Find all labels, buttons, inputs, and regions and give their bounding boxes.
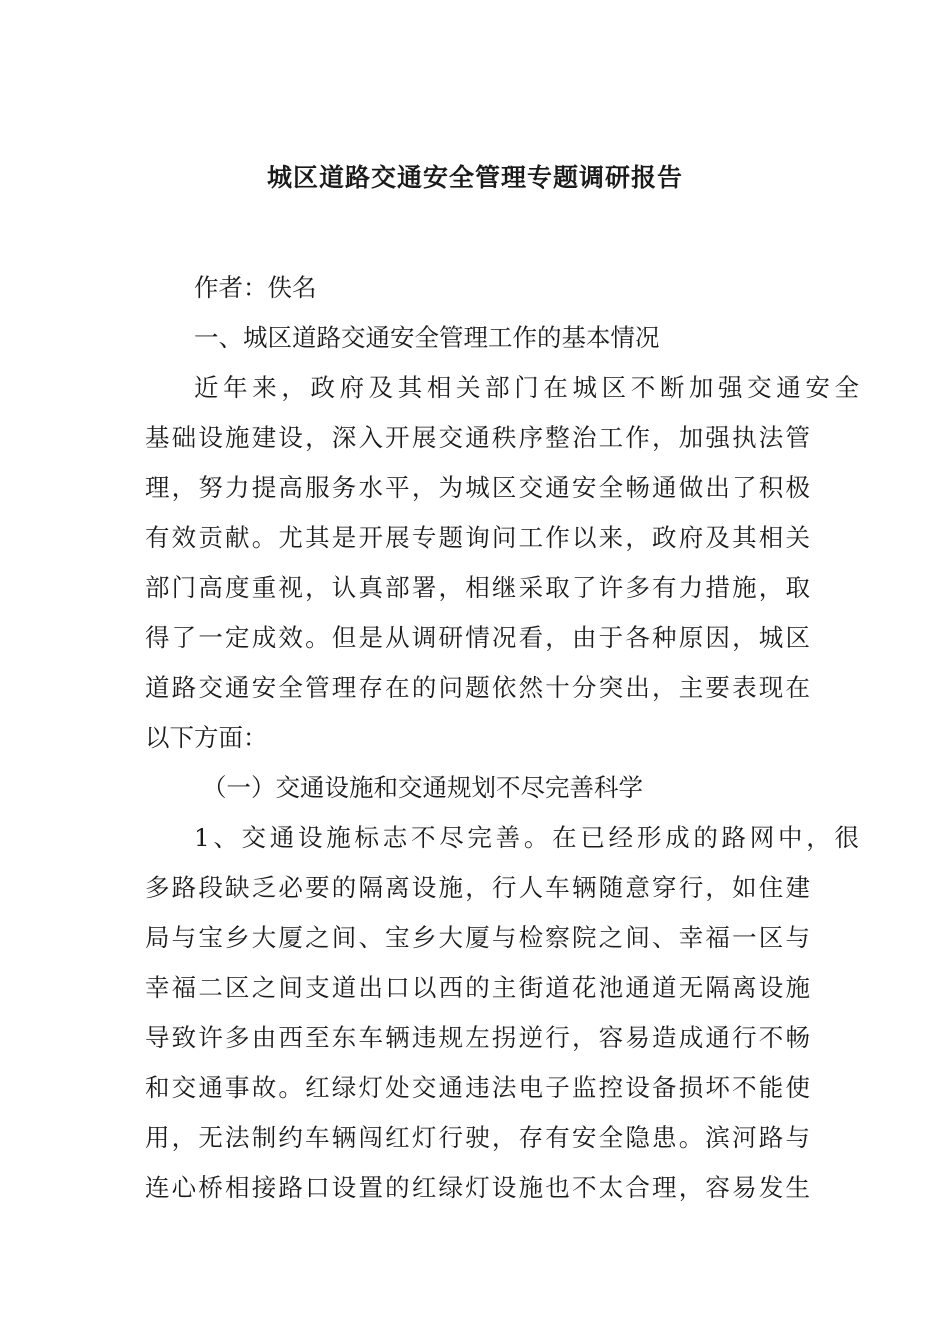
paragraph-line: 得了一定成效。但是从调研情况看，由于各种原因，城区 (145, 623, 810, 652)
paragraph-line: 近年来，政府及其相关部门在城区不断加强交通安全 (194, 373, 859, 402)
paragraph-line: 导致许多由西至东车辆违规左拐逆行，容易造成通行不畅 (145, 1023, 810, 1052)
author-line: 作者：佚名 (194, 273, 317, 302)
paragraph-line: 道路交通安全管理存在的问题依然十分突出，主要表现在 (145, 673, 810, 702)
paragraph-line: 和交通事故。红绿灯处交通违法电子监控设备损坏不能使 (145, 1073, 810, 1102)
paragraph-line: 1、交通设施标志不尽完善。在已经形成的路网中，很 (194, 823, 859, 852)
paragraph-line: 幸福二区之间支道出口以西的主街道花池通道无隔离设施 (145, 973, 810, 1002)
paragraph-line: 连心桥相接路口设置的红绿灯设施也不太合理，容易发生 (145, 1173, 810, 1202)
paragraph-line: 部门高度重视，认真部署，相继采取了许多有力措施，取 (145, 573, 810, 602)
paragraph-line: 用，无法制约车辆闯红灯行驶，存有安全隐患。滨河路与 (145, 1123, 810, 1152)
paragraph-line: 理，努力提高服务水平，为城区交通安全畅通做出了积极 (145, 473, 810, 502)
paragraph-line: 多路段缺乏必要的隔离设施，行人车辆随意穿行，如住建 (145, 873, 810, 902)
paragraph-line: 基础设施建设，深入开展交通秩序整治工作，加强执法管 (145, 423, 810, 452)
subsection-heading: （一）交通设施和交通规划不尽完善科学 (202, 773, 643, 802)
paragraph-line: 有效贡献。尤其是开展专题询问工作以来，政府及其相关 (145, 523, 810, 552)
paragraph-line: 局与宝乡大厦之间、宝乡大厦与检察院之间、幸福一区与 (145, 923, 810, 952)
paragraph-line: 以下方面： (145, 723, 268, 752)
document-title: 城区道路交通安全管理专题调研报告 (266, 163, 683, 192)
section-heading: 一、城区道路交通安全管理工作的基本情况 (194, 323, 660, 352)
